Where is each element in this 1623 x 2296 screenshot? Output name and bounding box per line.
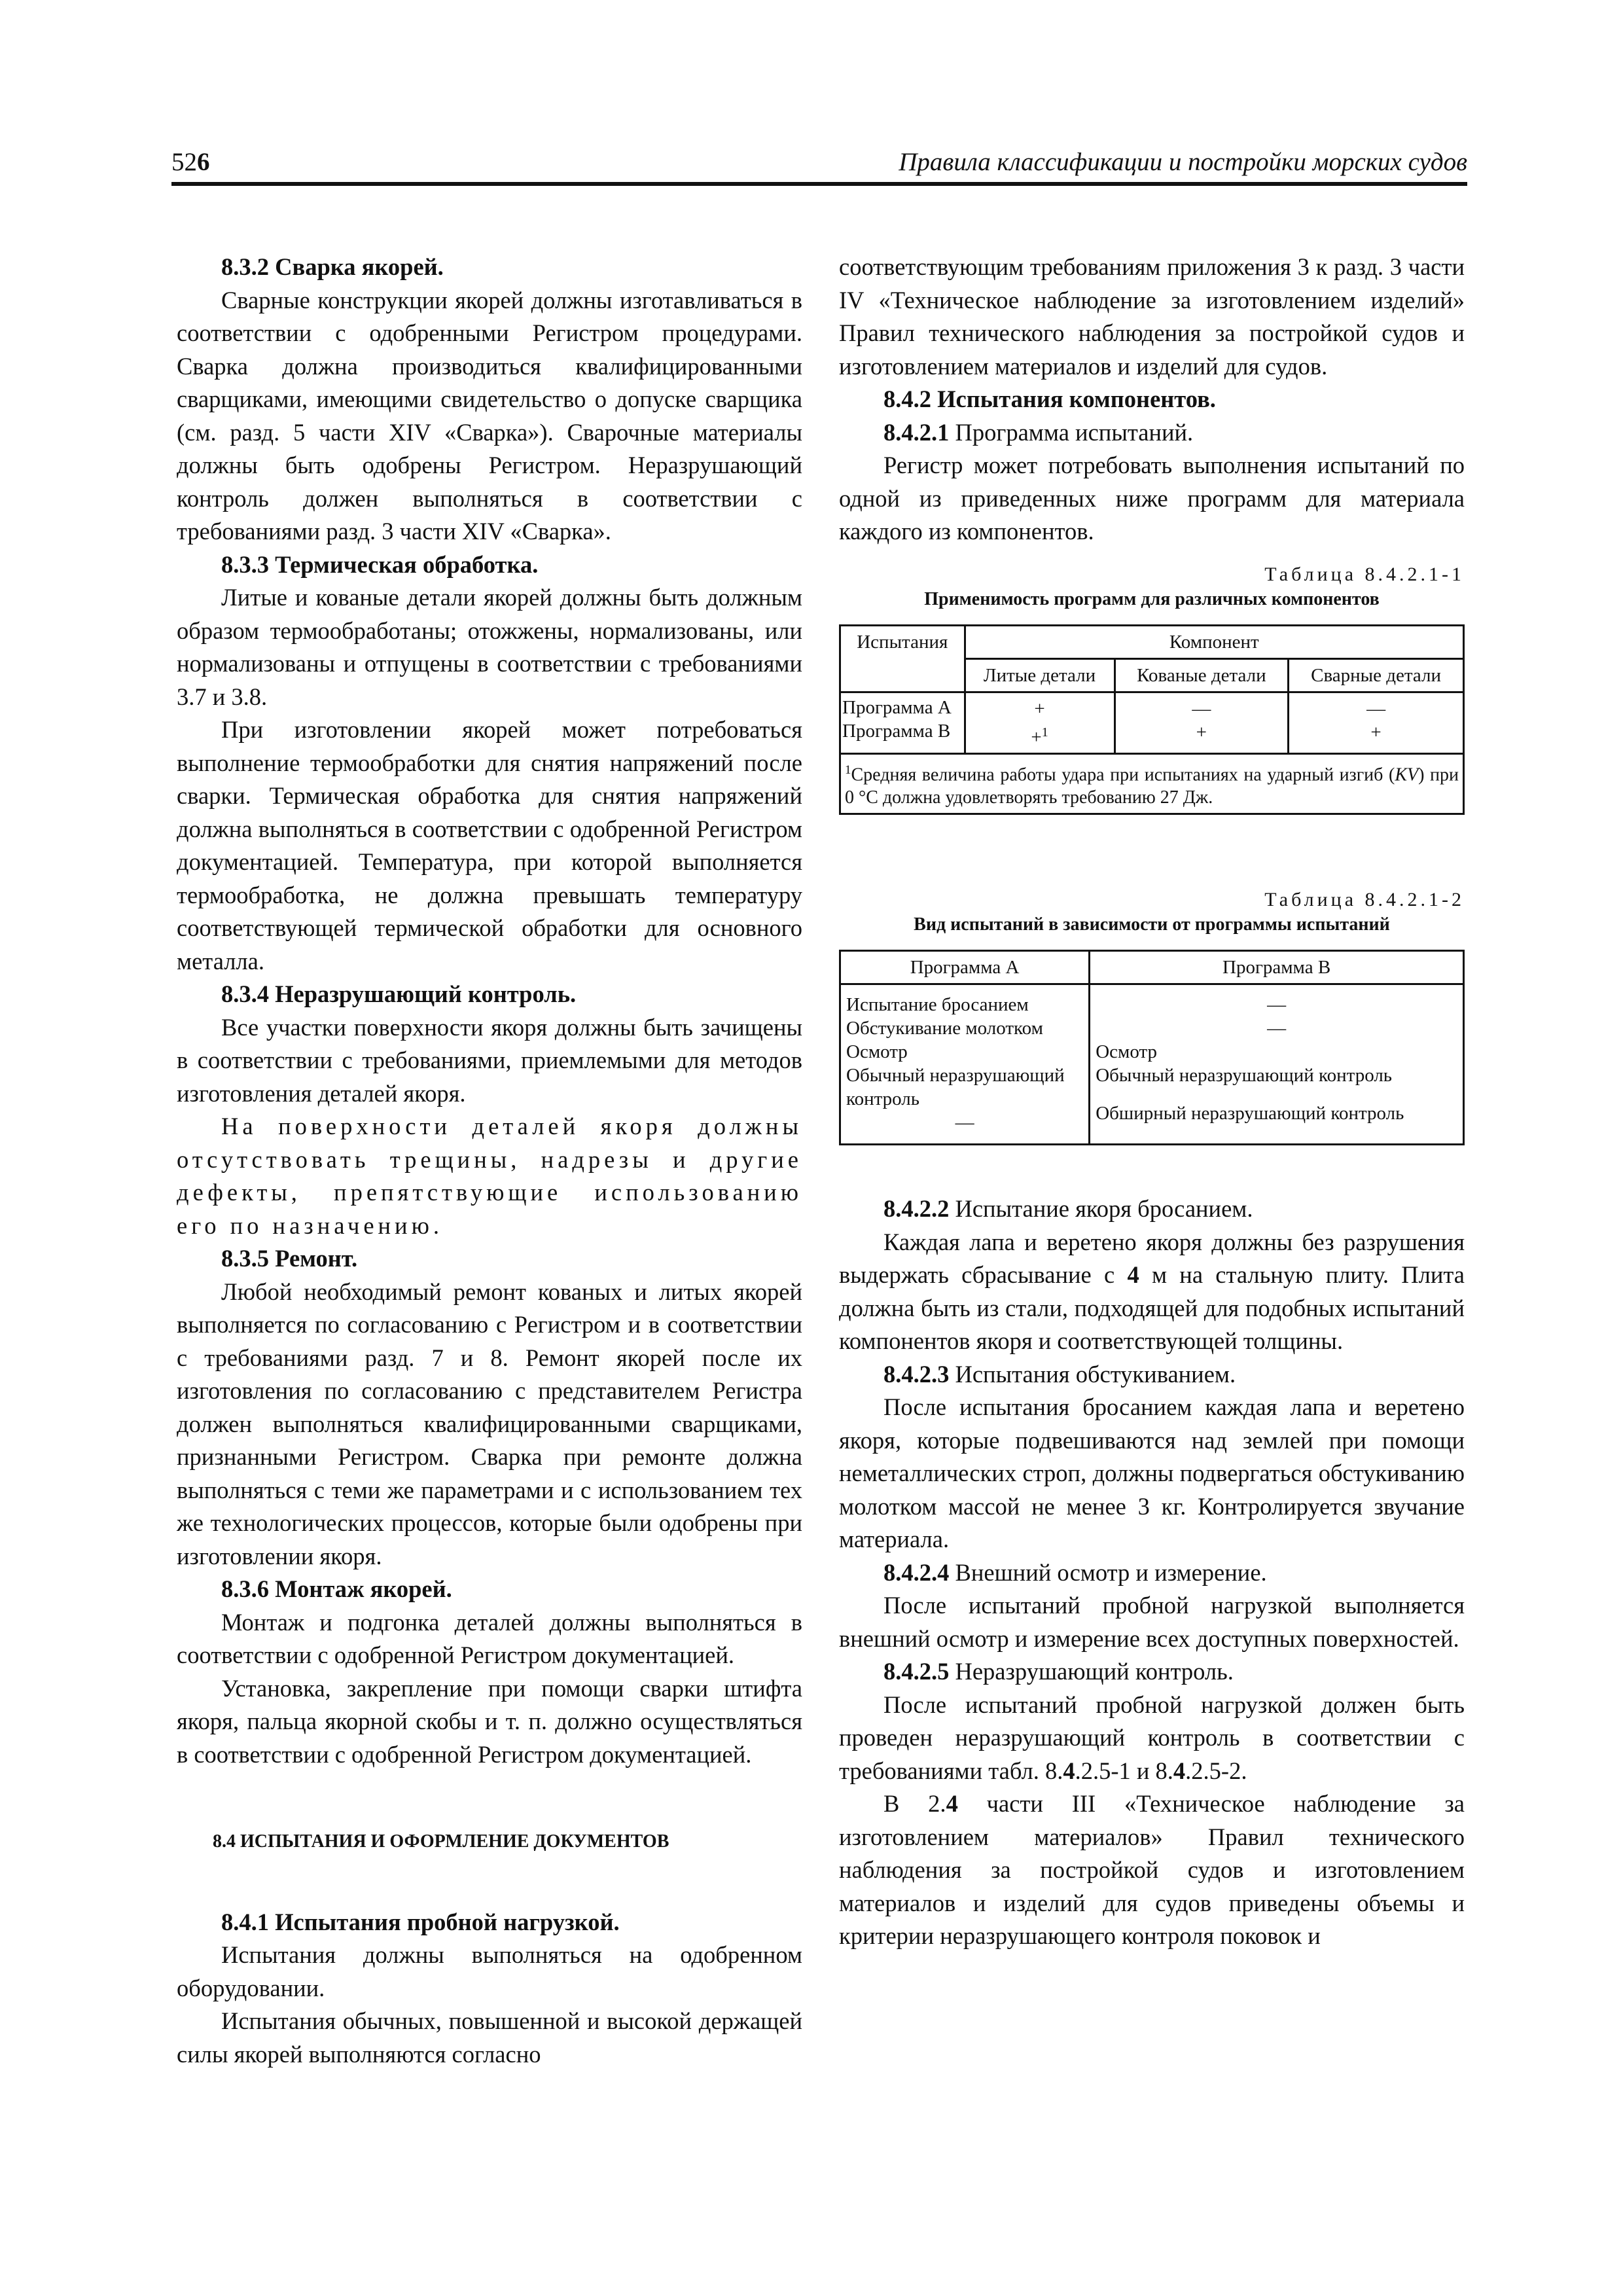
table2-b-item: Осмотр (1096, 1041, 1157, 1063)
table1-welded-cell (1289, 692, 1464, 754)
table1-cast-cell (965, 692, 1115, 754)
table2-b-item: — (1267, 1018, 1287, 1039)
table1-b-cast: +$^1$ (1031, 725, 1048, 748)
table1-program-a: Программа А (842, 696, 952, 718)
table2-a-item: Осмотр (846, 1041, 908, 1063)
table1-program-b: Программа В (842, 720, 951, 742)
section-8-3-3-text-1: Литые и кованые детали якорей должны быть должным образом термообработаны; отожжены, нормализованы, или нормализованы и отпущены в соответствии с требованиями 3.7 и 3.8. (177, 584, 802, 710)
page-number: 526 (171, 148, 210, 176)
section-8-4-2-2-text: Каждая лапа и веретено якоря должны без разрушения выдержать сбрасывание с 4 м на стальную плиту. Плита должна быть из стали, подходящей для подобных испытаний компонентов якоря и соответствующей толщины. (839, 1228, 1465, 1355)
section-8-4-heading: 8.4 ИСПЫТАНИЯ И ОФОРМЛЕНИЕ ДОКУМЕНТОВ (213, 1831, 669, 1852)
table2-program-a-cell (840, 984, 1090, 1145)
section-8-4-1-text-2: Испытания обычных, повышенной и высокой держащей силы якорей выполняются согласно (177, 2007, 802, 2068)
table2-caption: Таблица 8.4.2.1-2 (1264, 889, 1465, 911)
table1-header-cast: Литые детали (965, 658, 1115, 692)
table2-b-item: Обычный неразрушающий контроль (1096, 1065, 1393, 1086)
section-8-3-4-title: 8.3.4 Неразрушающий контроль. (221, 980, 577, 1007)
section-8-4-2-3-text: После испытания бросанием каждая лапа и веретено якоря, которые подвешиваются над землей при помощи неметаллических строп, должны подвергаться обстукиванию молотком массой не менее 3 кг. Контролируется звучание материала. (839, 1393, 1465, 1553)
section-8-4-2-1-heading: 8.4.2.1 Программа испытаний. (883, 418, 1194, 446)
table1-programs-cell (840, 692, 965, 754)
section-8-4-2-5-heading: 8.4.2.5 Неразрушающий контроль. (883, 1658, 1234, 1685)
final-paragraph: В 2.4 части III «Техническое наблюдение за изготовлением материалов» Правил технического наблюдения за постройкой судов и изготовлением материалов и изделий для судов приведены объемы и критерии неразрушающего контроля поковок и (839, 1790, 1465, 1950)
table2-title: Вид испытаний в зависимости от программы испытаний (914, 914, 1390, 935)
table-test-types (839, 950, 1465, 1145)
table1-a-welded: — (1366, 698, 1386, 719)
table2-b-item: Обширный неразрушающий контроль (1096, 1103, 1404, 1124)
table2-header-b: Программа В (1090, 951, 1464, 984)
table1-b-welded: + (1370, 721, 1382, 743)
section-8-4-2-1-text: Регистр может потребовать выполнения испытаний по одной из приведенных ниже программ для материала каждого из компонентов. (839, 452, 1465, 545)
table2-program-b-cell (1090, 984, 1464, 1145)
section-8-4-2-5-text: После испытаний пробной нагрузкой должен быть проведен неразрушающий контроль в соответствии с требованиями табл. 8.4.2.5-1 и 8.4.2.5-2. (839, 1691, 1465, 1784)
table1-header-welded: Сварные детали (1289, 658, 1464, 692)
section-8-3-4-text-1: Все участки поверхности якоря должны быть зачищены в соответствии с требованиями, приемлемыми для методов изготовления деталей якоря. (177, 1013, 802, 1107)
section-8-4-2-3-heading: 8.4.2.3 Испытания обстукиванием. (883, 1360, 1236, 1388)
table2-a-item: Испытание бросанием (846, 994, 1029, 1016)
section-8-3-6-text-2: Установка, закрепление при помощи сварки штифта якоря, пальца якорной скобы и т. п. должно осуществляться в соответствии с одобренной Регистром документацией. (177, 1674, 802, 1768)
section-8-4-2-4-text: После испытаний пробной нагрузкой выполняется внешний осмотр и измерение всех доступных поверхностей. (839, 1592, 1465, 1652)
table-program-applicability (839, 624, 1465, 816)
running-title: Правила классификации и постройки морских судов (899, 148, 1467, 176)
section-8-3-5-title: 8.3.5 Ремонт. (221, 1245, 358, 1272)
left-column (177, 251, 802, 2071)
continued-paragraph: соответствующим требованиям приложения 3 к разд. 3 части IV «Техническое наблюдение за изготовлением изделий» Правил технического наблюдения за постройкой судов и изготовлением материалов и изделий для судов. (839, 253, 1465, 380)
section-8-3-5-text: Любой необходимый ремонт кованых и литых якорей выполняется по согласованию с Регистром и в соответствии с требованиями разд. 7 и 8. Ремонт якорей после их изготовления по согласованию с представителем Регистра должен выполняться квалифицированными сварщиками, признанными Регистром. Сварка при ремонте должна выполняться с теми же параметрами и с использованием тех же технологических процессов, которые были одобрены при изготовлении якоря. (177, 1278, 802, 1570)
table1-footnote: $^1$Средняя величина работы удара при испытаниях на ударный изгиб (KV) при 0 °С должна удовлетворять требованию 27 Дж. (840, 754, 1464, 814)
page-header (171, 141, 1467, 186)
table1-header-forged: Кованые детали (1115, 658, 1289, 692)
table1-caption: Таблица 8.4.2.1-1 (1264, 563, 1465, 585)
section-8-4-2-title: 8.4.2 Испытания компонентов. (883, 386, 1216, 412)
table2-b-item: — (1267, 994, 1287, 1016)
section-8-3-6-title: 8.3.6 Монтаж якорей. (221, 1575, 452, 1602)
section-8-3-2-text: Сварные конструкции якорей должны изготавливаться в соответствии с одобренными Регистром процедурами. Сварка должна производиться квалифицированными сварщиками, имеющими свидетельство о допуске сварщика (см. разд. 5 части XIV «Сварка»). Сварочные материалы должны быть одобрены Регистром. Неразрушающий контроль должен выполняться в соответствии с требованиями разд. 3 части XIV «Сварка». (177, 286, 802, 545)
section-8-4-1-text-1: Испытания должны выполняться на одобренном оборудовании. (177, 1941, 802, 2001)
table1-b-forged: + (1196, 721, 1207, 743)
section-8-4-1-title: 8.4.1 Испытания пробной нагрузкой. (221, 1908, 620, 1935)
right-column (839, 251, 1465, 1953)
table1-a-cast: + (1034, 698, 1045, 719)
table2-header-a: Программа А (840, 951, 1090, 984)
section-8-3-6-text-1: Монтаж и подгонка деталей должны выполняться в соответствии с одобренной Регистром документацией. (177, 1608, 802, 1668)
table1-forged-cell (1115, 692, 1289, 754)
section-8-3-3-text-2: При изготовлении якорей может потребоваться выполнение термообработки для снятия напряжений после сварки. Термическая обработка для снятия напряжений должна выполняться в соответствии с одобренной Регистром документацией. Температура, при которой выполняется термообработка, не должна превышать температуру соответствующей термической обработки для основного металла. (177, 716, 802, 975)
section-8-3-4-text-2: На поверхности деталей якоря должны отсутствовать трещины, надрезы и другие дефекты, препятствующие использованию его по назначению. (177, 1113, 802, 1239)
section-8-4-2-2-heading: 8.4.2.2 Испытание якоря бросанием. (883, 1195, 1253, 1223)
table1-a-forged: — (1192, 698, 1211, 719)
table2-a-item: Обстукивание молотком (846, 1018, 1043, 1039)
section-8-3-3-title: 8.3.3 Термическая обработка. (221, 550, 539, 578)
table1-title: Применимость программ для различных компонентов (924, 588, 1380, 609)
table2-a-item: Обычный неразрушающий контроль (846, 1065, 1065, 1110)
table2-a-item: — (955, 1112, 974, 1134)
table1-header-component: Компонент (965, 625, 1463, 658)
table1-header-tests: Испытания (840, 625, 965, 692)
section-8-3-2-title: 8.3.2 Сварка якорей. (221, 253, 444, 280)
section-8-4-2-4-heading: 8.4.2.4 Внешний осмотр и измерение. (883, 1558, 1267, 1586)
